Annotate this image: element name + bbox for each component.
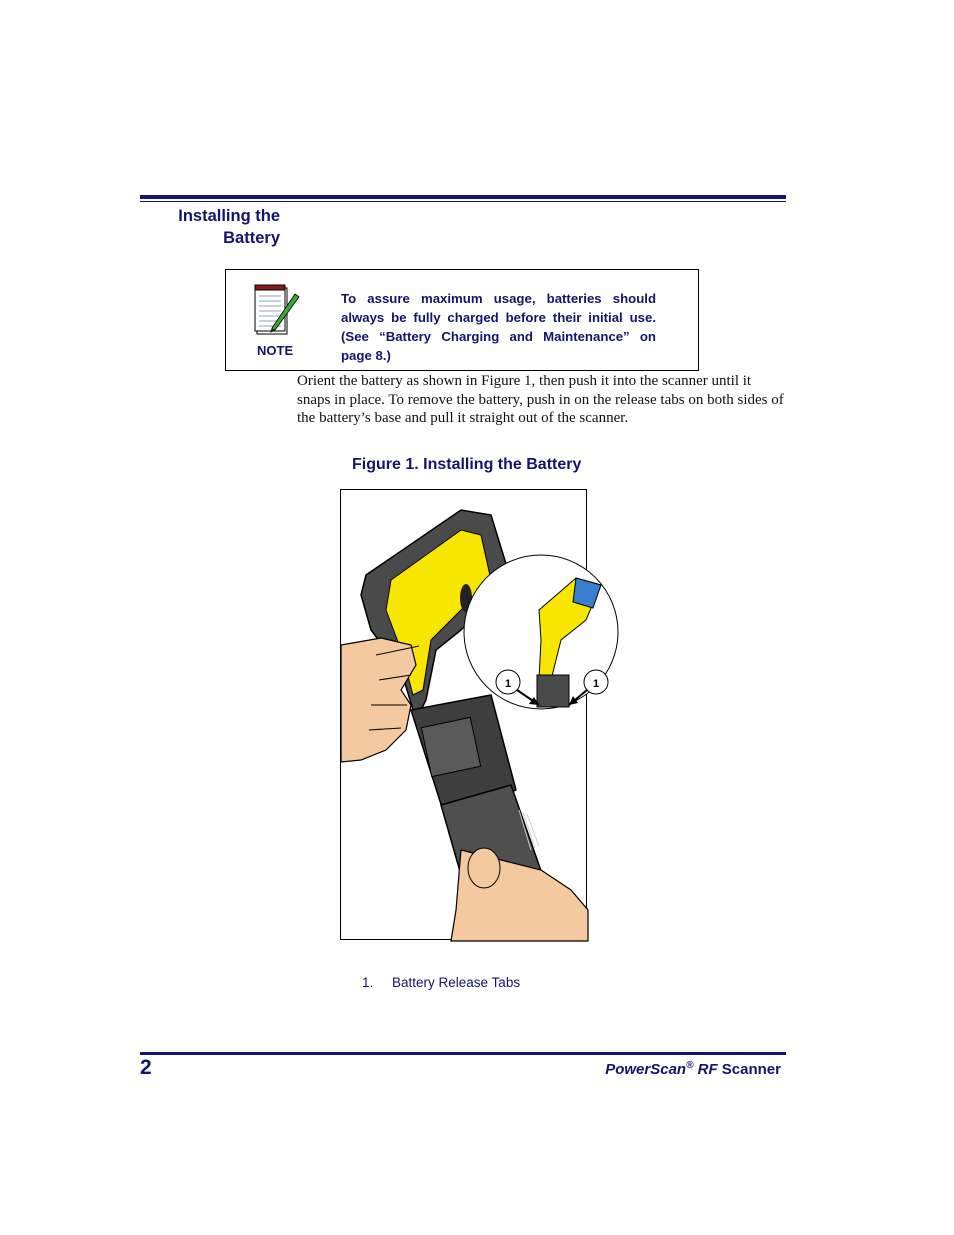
note-text: To assure maximum usage, batteries should always be fully charged before their initial use. (See “Battery Charging and Maintenance” on page 8.) [341,291,656,363]
page-number: 2 [140,1056,152,1079]
callout-left-label: 1 [504,678,512,690]
section-heading-line1: Installing the [178,207,280,225]
left-hand-shape [341,638,416,762]
footer-product: PowerScan [605,1061,687,1078]
notepad-pen-icon [251,282,301,342]
handle-window-shape [421,717,480,776]
figure-caption: Figure 1. Installing the Battery [352,456,582,473]
section-heading-line2: Battery [223,229,280,247]
callout-right-label: 1 [592,678,600,690]
footer-rf: RF [697,1061,718,1078]
thumb-shape [468,848,500,888]
footer-suffix: Scanner [721,1061,781,1078]
body-paragraph: Orient the battery as shown in Figure 1, then push it into the scanner until it snaps in place. To remove the battery, push in on the release tabs on both sides of the battery’s base and pull it straight out of the scanner. [297,373,784,427]
header-rule-thick [140,195,786,199]
figure-legend [362,975,520,990]
legend-number: 1. [362,975,374,990]
inset-battery-shape [537,675,569,707]
legend-text: Battery Release Tabs [392,975,521,990]
section-heading [80,205,280,249]
header-rule-thin [140,201,786,202]
note-label: NOTE [257,343,294,358]
footer-rule [140,1052,786,1055]
figure-illustration [340,489,600,940]
footer-registered: ® [686,1060,694,1071]
footer-title [605,1060,781,1078]
